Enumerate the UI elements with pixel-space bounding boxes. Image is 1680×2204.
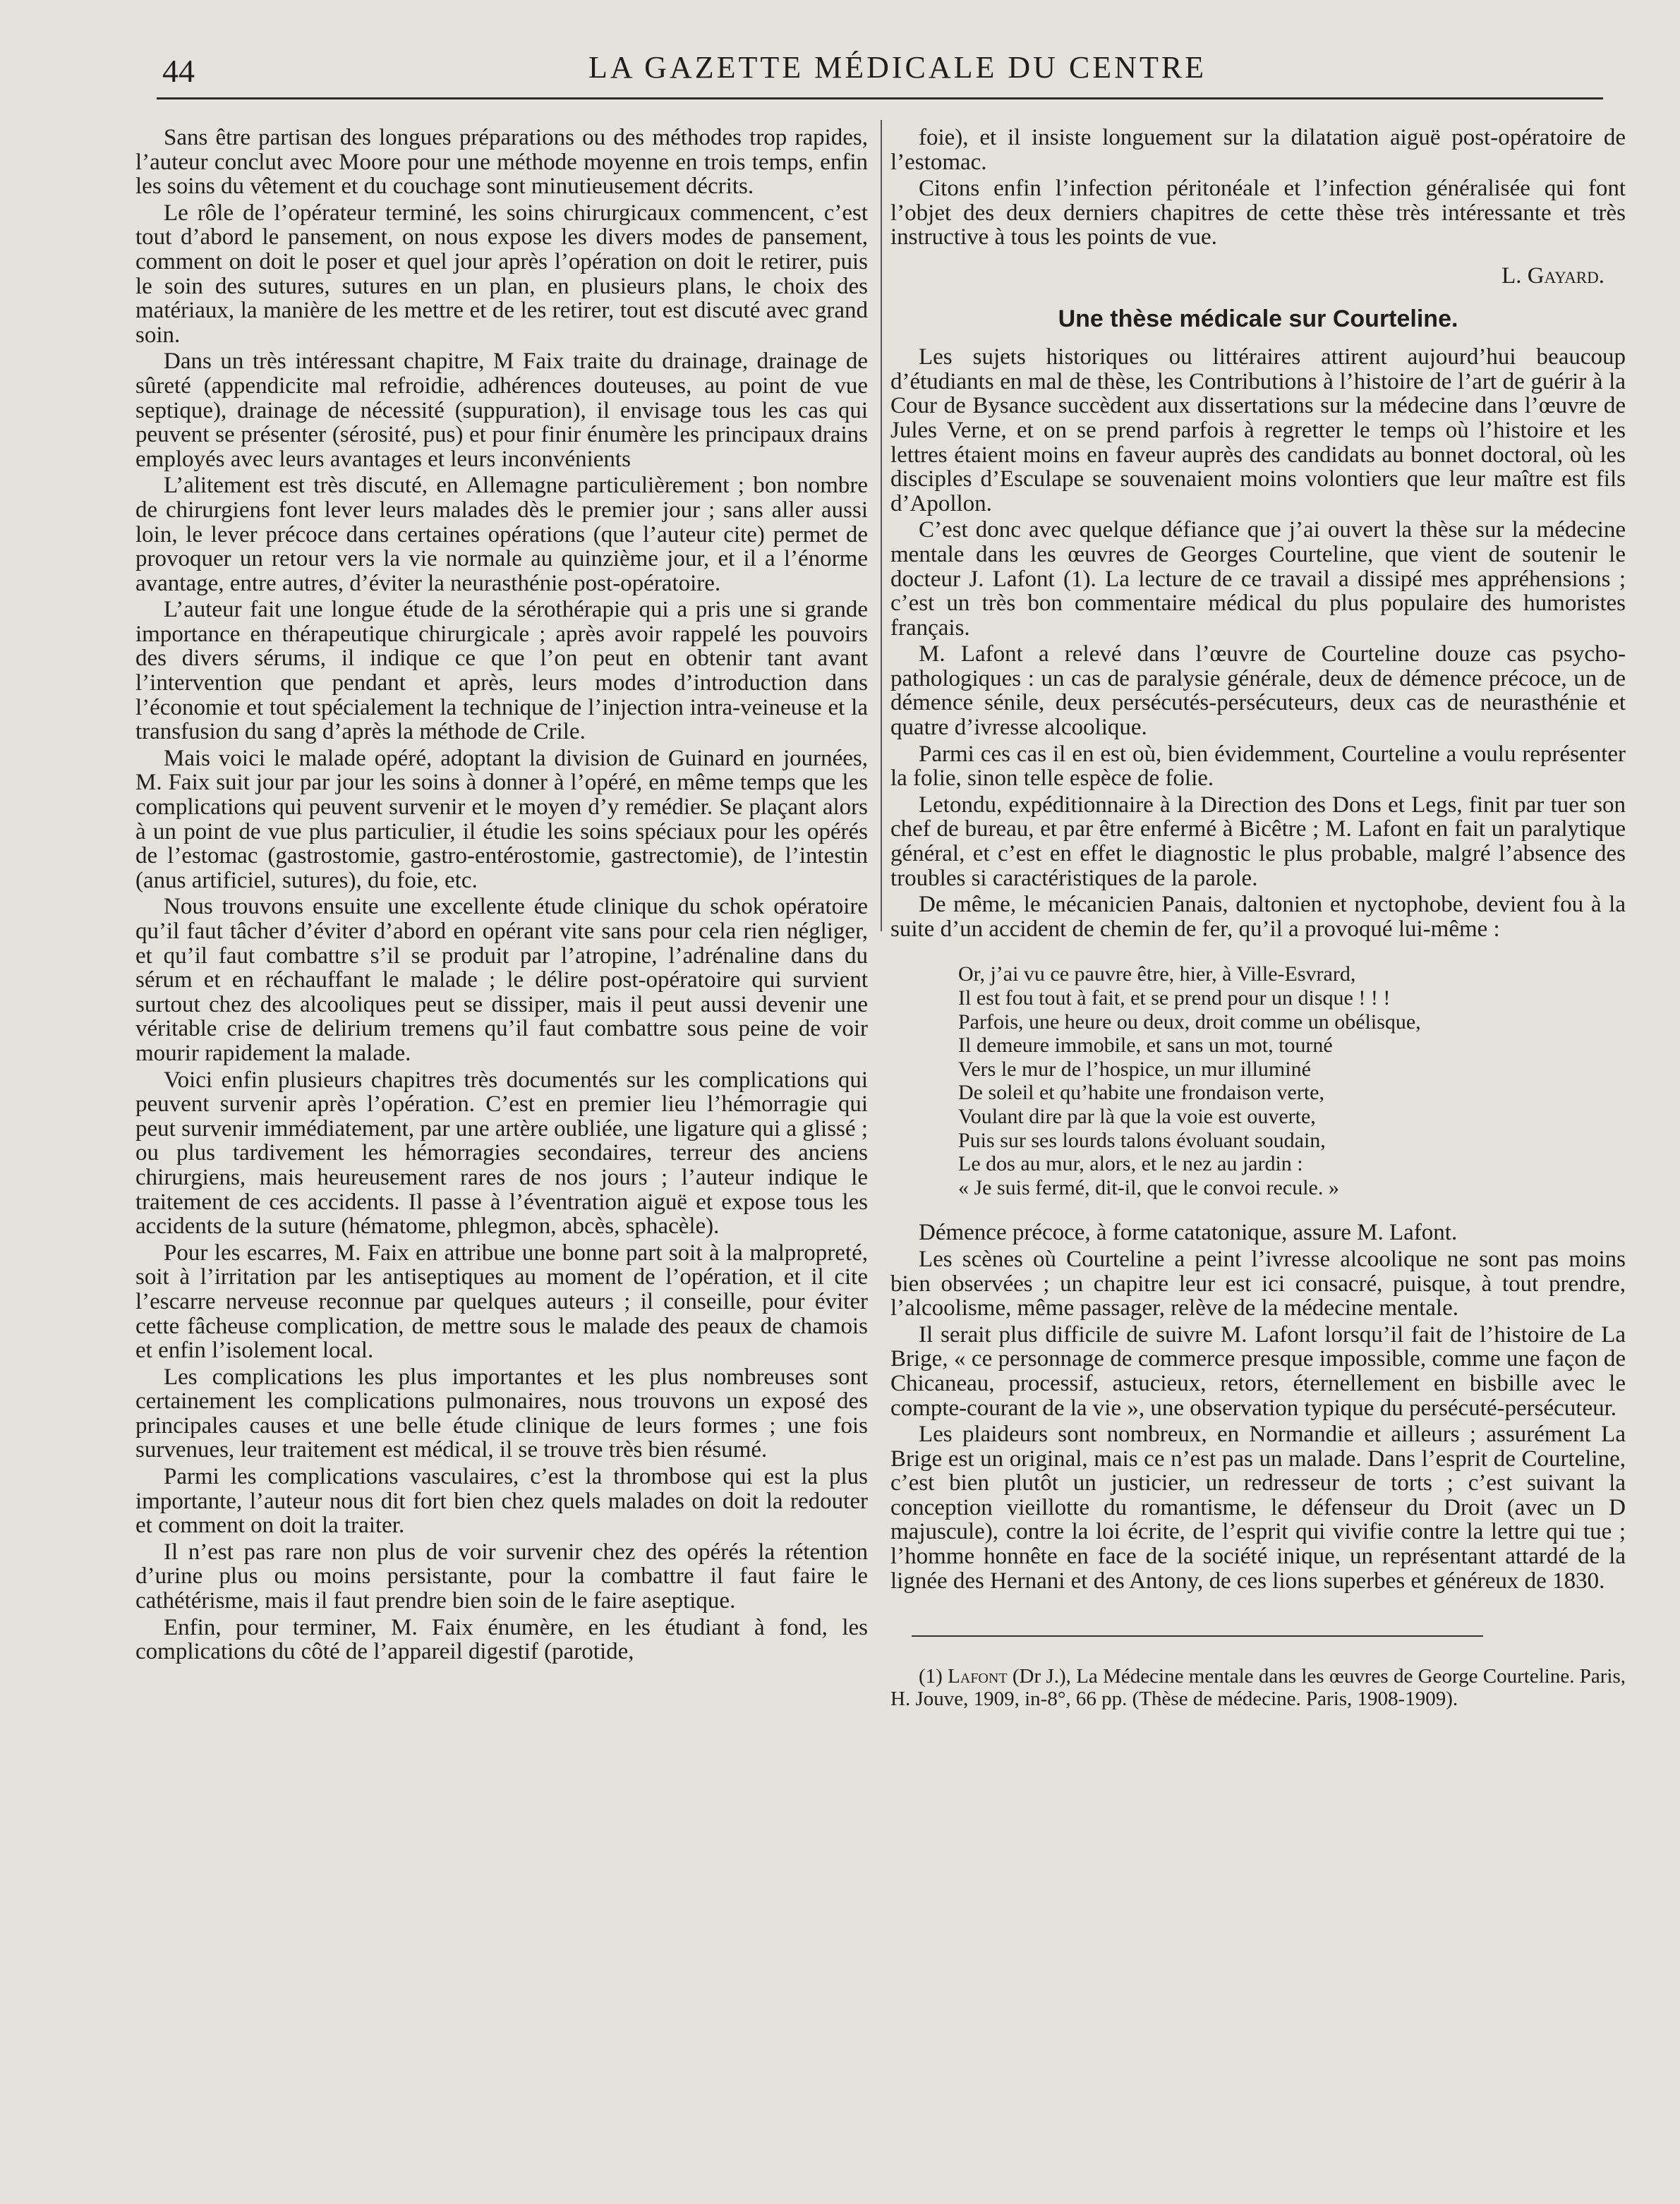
left-paragraph: Enfin, pour terminer, M. Faix énumère, en les étudiant à fond, les complications du côté de l’appareil digestif (parotide,	[135, 1614, 868, 1665]
poem-line: Voulant dire par là que la voie est ouverte,	[958, 1104, 1316, 1128]
poem-line: Il est fou tout à fait, et se prend pour un disque ! ! !	[958, 986, 1391, 1010]
right-paragraph: Démence précoce, à forme catatonique, assure M. Lafont.	[919, 1220, 1458, 1246]
poem-line: « Je suis fermé, dit-il, que le convoi recule. »	[958, 1175, 1339, 1199]
page-header	[157, 41, 1603, 97]
header-rule	[157, 97, 1603, 99]
page-number: 44	[162, 53, 195, 89]
poem-line: Parfois, une heure ou deux, droit comme un obélisque,	[958, 1010, 1421, 1034]
journal-title: LA GAZETTE MÉDICALE DU CENTRE	[588, 50, 1207, 85]
right-paragraph: Parmi ces cas il en est où, bien évidemment, Courteline a voulu représenter la folie, sinon telle espèce de folie.	[890, 741, 1626, 792]
left-paragraph: Parmi les complications vasculaires, c’est la thrombose qui est la plus importante, l’auteur nous dit fort bien chez quels malades on doit la redouter et comment on doit la traiter.	[135, 1464, 868, 1539]
right-paragraph: foie), et il insiste longuement sur la dilatation aiguë post-opératoire de l’estomac.	[890, 125, 1626, 175]
right-paragraph: Les scènes où Courteline a peint l’ivresse alcoolique ne sont pas moins bien observées ; un chapitre leur est ici consacré, puisque, à tout prendre, l’alcoolisme, même passager, relève de la médecine mentale.	[890, 1246, 1626, 1321]
signature-text: L. Gayard.	[1501, 262, 1605, 289]
poem-line: Puis sur ses lourds talons évoluant soudain,	[958, 1128, 1326, 1152]
right-paragraph: M. Lafont a relevé dans l’œuvre de Courteline douze cas psycho-pathologiques : un cas de paralysie générale, deux de démence précoce, un de démence sénile, deux persécutés-persécuteurs, deux cas de neurasthénie et quatre d’ivresse alcoolique.	[890, 641, 1626, 741]
right-paragraph: De même, le mécanicien Panais, daltonien et nyctophobe, devient fou à la suite d’un accident de chemin de fer, qu’il a provoqué lui-même :	[890, 892, 1626, 942]
author-signature	[890, 264, 1605, 289]
left-paragraph: Il n’est pas rare non plus de voir survenir chez des opérés la rétention d’urine plus ou moins persistante, pour la combattre il faut faire le cathétérisme, mais il faut prendre bien soin de le faire aseptique.	[135, 1539, 868, 1614]
poem-line: Le dos au mur, alors, et le nez au jardin :	[958, 1152, 1303, 1176]
footnote-author: Lafont	[948, 1665, 1008, 1688]
right-paragraph: Citons enfin l’infection péritonéale et l’infection généralisée qui font l’objet des deux derniers chapitres de cette thèse très intéressante et très instructive à tous les points de vue.	[890, 176, 1626, 250]
left-paragraph: Mais voici le malade opéré, adoptant la division de Guinard en journées, M. Faix suit jour par jour les soins à donner à l’opéré, en même temps que les complications qui peuvent survenir et le moyen d’y remédier. Se plaçant alors à un point de vue plus particulier, il étudie les soins spéciaux pour les opérés de l’estomac (gastrostomie, gastro-entérostomie, gastrectomie), de l’intestin (anus artificiel, sutures), du foie, etc.	[135, 745, 868, 893]
left-paragraph: L’auteur fait une longue étude de la sérothérapie qui a pris une si grande importance en thérapeutique chirurgicale ; après avoir rappelé les pouvoirs des divers sérums, il indique ce que l’on peut en obtenir tant avant l’intervention que pendant et après, leurs modes d’introduction dans l’économie et tout spécialement la technique de l’injection intra-veineuse et la transfusion du sang d’après la méthode de Crile.	[135, 597, 868, 745]
footnote-rule	[912, 1635, 1483, 1637]
right-paragraph: Les sujets historiques ou littéraires attirent aujourd’hui beaucoup d’étudiants en mal de thèse, les Contributions à l’histoire de l’art de guérir à la Cour de Bysance succèdent aux dissertations sur la médecine dans l’œuvre de Jules Verne, et on se prend parfois à regretter le temps où l’histoire et les lettres étaient moins en faveur auprès des candidats au bonnet doctoral, où les disciples d’Esculape se souvenaient moins volontiers que leur maître est fils d’Apollon.	[890, 344, 1626, 516]
left-paragraph: L’alitement est très discuté, en Allemagne particulièrement ; bon nombre de chirurgiens font lever leurs malades dès le premier jour ; sans aller aussi loin, le lever précoce dans certaines opérations (que l’auteur cite) permet de provoquer un retour vers la vie normale au quinzième jour, et il a l’énorme avantage, entre autres, d’éviter la neurasthénie post-opératoire.	[135, 473, 868, 596]
footnote-text: (Dr J.), La Médecine mentale dans les œuvres de George Courteline. Paris, H. Jouve, 1909, in-8°, 66 pp. (Thèse de médecine. Paris, 1908-1909).	[890, 1665, 1626, 1711]
left-paragraph: Le rôle de l’opérateur terminé, les soins chirurgicaux commencent, c’est tout d’abord le pansement, on nous expose les divers modes de pansement, comment on doit le poser et quel jour après l’opération on doit le retirer, puis le soin des sutures, sutures en un plan, en plusieurs plans, le choix des matériaux, la manière de les mettre et de les retirer, tout est discuté avec grand soin.	[135, 200, 868, 348]
poem-quote	[958, 962, 1626, 1199]
left-paragraph: Voici enfin plusieurs chapitres très documentés sur les complications qui peuvent survenir après l’opération. C’est en premier lieu l’hémorragie qui peut survenir immédiatement, par une artère oubliée, une ligature qui a glissé ; ou plus tardivement les hémorragies secondaires, terreur des anciens chirurgiens, mais heureusement rares de nos jours ; l’auteur indique le traitement de ces accidents. Il passe à l’éventration aiguë et expose tous les accidents de la suture (hématome, phlegmon, abcès, sphacèle).	[135, 1067, 868, 1240]
right-paragraph: Les plaideurs sont nombreux, en Normandie et ailleurs ; assurément La Brige est un original, mais ce n’est pas un malade. Dans l’esprit de Courteline, c’est bien plutôt un justicier, un redresseur de torts ; c’est suivant la conception vieillotte du romantisme, le défenseur du Droit (avec un D majuscule), contre la loi écrite, de l’esprit qui vivifie contre la lettre qui tue ; l’homme honnête en face de la société inique, un représentant attardé de la lignée des Hernani et des Antony, de ces lions superbes et généreux de 1830.	[890, 1422, 1626, 1594]
poem-line: De soleil et qu’habite une frondaison verte,	[958, 1081, 1324, 1105]
poem-line: Vers le mur de l’hospice, un mur illuminé	[958, 1057, 1311, 1081]
left-paragraph: Sans être partisan des longues préparations ou des méthodes trop rapides, l’auteur conclut avec Moore pour une méthode moyenne en trois temps, enfin les soins du vêtement et du couchage sont minutieusement décrits.	[135, 125, 868, 200]
right-column	[890, 126, 1626, 1710]
left-column	[135, 126, 868, 1666]
poem-line: Or, j’ai vu ce pauvre être, hier, à Ville-Esvrard,	[958, 962, 1356, 986]
left-paragraph: Pour les escarres, M. Faix en attribue une bonne part soit à la malpropreté, soit à l’irritation par les antiseptiques au moment de l’opération, et il cite l’escarre nerveuse reconnue par quelques auteurs ; il conseille, pour éviter cette fâcheuse complication, de mettre sous le malade des peaux de chamois et enfin l’isolement local.	[135, 1240, 868, 1364]
left-paragraph: Les complications les plus importantes et les plus nombreuses sont certainement les complications pulmonaires, nous trouvons un exposé des principales causes et une belle étude clinique de leurs formes ; une fois survenues, leur traitement est médical, il se trouve très bien résumé.	[135, 1364, 868, 1463]
right-paragraph: Letondu, expéditionnaire à la Direction des Dons et Legs, finit par tuer son chef de bureau, et par être enfermé à Bicêtre ; M. Lafont en fait un paralytique général, et c’est en effet le diagnostic le plus probable, malgré l’absence des troubles si caractéristiques de la parole.	[890, 792, 1626, 891]
footnote	[890, 1665, 1626, 1710]
section-heading: Une thèse médicale sur Courteline.	[1058, 305, 1458, 332]
right-paragraph: C’est donc avec quelque défiance que j’ai ouvert la thèse sur la médecine mentale dans les œuvres de Georges Courteline, que vient de soutenir le docteur J. Lafont (1). La lecture de ce travail a dissipé mes appréhensions ; c’est un très bon commentaire médical du plus populaire des humoristes français.	[890, 517, 1626, 641]
footnote-marker: (1)	[919, 1665, 943, 1688]
right-paragraph: Il serait plus difficile de suivre M. Lafont lorsqu’il fait de l’histoire de La Brige, « ce personnage de commerce presque impossible, comme une façon de Chicaneau, processif, astucieux, retors, éternellement en bisbille avec le compte-courant de la vie », une observation typique du persécuté-persécuteur.	[890, 1321, 1626, 1421]
left-paragraph: Dans un très intéressant chapitre, M Faix traite du drainage, drainage de sûreté (appendicite mal refroidie, adhérences douteuses, au point de vue septique), drainage de nécessité (suppuration), il envisage tous les cas qui peuvent se présenter (sérosité, pus) et pour finir énumère les principaux drains employés avec leurs avantages et leurs inconvénients	[135, 349, 868, 472]
poem-line: Il demeure immobile, et sans un mot, tourné	[958, 1034, 1333, 1058]
left-paragraph: Nous trouvons ensuite une excellente étude clinique du schok opératoire qu’il faut tâcher d’éviter d’abord en opérant vite sans pour cela rien négliger, et qu’il faut combattre s’il se produit par l’atropine, l’adrénaline dans du sérum et en réchauffant le malade ; le délire post-opératoire qui survient surtout chez des alcooliques peut se dissiper, mais il peut aussi devenir une véritable crise de delirium tremens qu’il faut combattre sous peine de voir mourir rapidement la malade.	[135, 894, 868, 1066]
column-divider	[881, 120, 882, 931]
